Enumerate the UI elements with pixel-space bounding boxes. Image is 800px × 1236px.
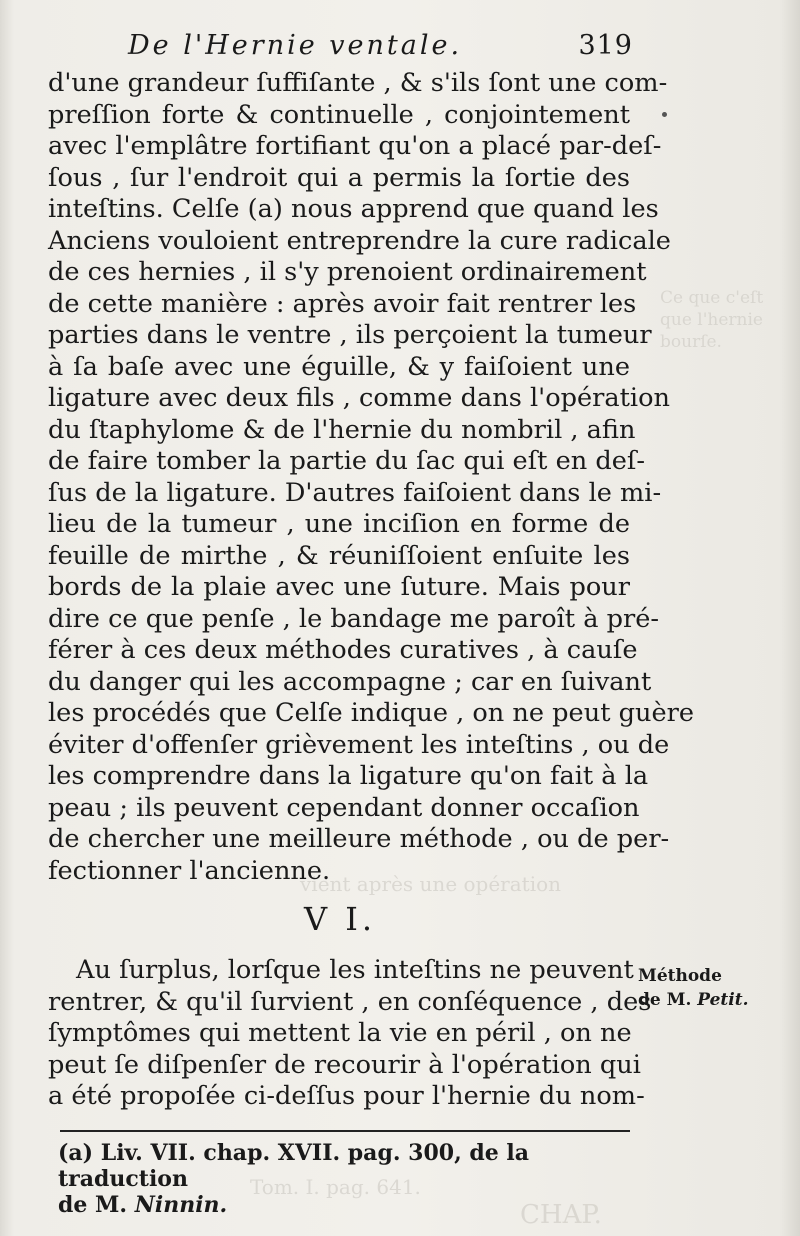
text-line: avec l'emplâtre fortifiant qu'on a placé par-deſ-	[48, 131, 662, 161]
paragraph-2	[48, 955, 652, 1113]
bleed-through-text: Ce que c'eſt	[660, 288, 764, 308]
text-line: rentrer, & qu'il ſurvient , en conſéquence , des	[48, 986, 652, 1017]
text-line: Anciens vouloient entreprendre la cure radicale	[48, 225, 671, 256]
text-line: peut ſe diſpenſer de recourir à l'opération qui	[48, 1049, 641, 1080]
ink-speck	[662, 112, 667, 117]
text-line: dire ce que penſe , le bandage me paroît à pré-	[48, 603, 660, 634]
running-header	[128, 30, 633, 61]
text-line: ſus de la ligature. D'autres faiſoient dans le mi-	[48, 477, 662, 508]
text-line: les procédés que Celſe indique , on ne peut guère	[48, 698, 695, 728]
footnote-line	[58, 1192, 636, 1218]
footnote-prefix: de M.	[58, 1192, 128, 1218]
bleed-through-text: CHAP.	[520, 1200, 602, 1230]
text-line: les comprendre dans la ligature qu'on fait à la	[48, 761, 649, 791]
text-line: a été propoſée ci-deſſus pour l'hernie du nom-	[48, 1081, 645, 1111]
text-line: preſſion forte & continuelle , conjointement	[48, 99, 630, 130]
text-line: d'une grandeur ſuffiſante , & s'ils ſont une com-	[48, 68, 668, 98]
text-line: ſymptômes qui mettent la vie en péril , on ne	[48, 1018, 632, 1048]
text-line: lieu de la tumeur , une inciſion en forme de	[48, 509, 630, 539]
bleed-through-text: bourſe.	[660, 332, 722, 352]
bleed-through-text: que l'hernie	[660, 310, 763, 330]
text-line: de chercher une meilleure méthode , ou de per-	[48, 824, 670, 854]
margin-note-line: Méthode	[638, 966, 722, 986]
text-line: férer à ces deux méthodes curatives , à cauſe	[48, 635, 638, 665]
margin-note-prefix: de M.	[638, 990, 692, 1010]
footnote-rule	[60, 1130, 630, 1132]
text-line: du ſtaphylome & de l'hernie du nombril , afin	[48, 414, 636, 445]
section-heading: V I.	[303, 900, 377, 938]
text-line: éviter d'offenſer grièvement les inteſtins , ou de	[48, 729, 670, 760]
margin-note-name: Petit.	[697, 990, 749, 1010]
footnote-name: Ninnin.	[134, 1192, 228, 1218]
footnote	[58, 1140, 636, 1218]
bleed-through-text: Tom. I. pag. 641.	[250, 1175, 421, 1199]
margin-note	[638, 964, 798, 1012]
footnote-line: (a) Liv. VII. chap. XVII. pag. 300, de la traduction	[58, 1140, 530, 1192]
margin-note-line	[638, 988, 798, 1012]
text-line: ligature avec deux fils , comme dans l'opération	[48, 383, 670, 413]
text-line: de ces hernies , il s'y prenoient ordinairement	[48, 257, 647, 287]
text-line: Au ſurplus, lorſque les inteſtins ne peuvent	[76, 955, 634, 985]
bleed-through-text: vient après une opération	[300, 872, 562, 896]
text-line: parties dans le ventre , ils perçoient la tumeur	[48, 320, 652, 350]
text-line: ſous , ſur l'endroit qui a permis la ſortie des	[48, 162, 630, 193]
text-line: feuille de mirthe , & réuniſſoient enſuite les	[48, 540, 630, 571]
text-line: de cette manière : après avoir fait rentrer les	[48, 288, 637, 319]
text-line: du danger qui les accompagne ; car en ſuivant	[48, 666, 652, 697]
text-line: à ſa baſe avec une éguille, & y faiſoient une	[48, 351, 630, 382]
running-title: De l'Hernie ventale.	[128, 30, 463, 61]
text-line: bords de la plaie avec une ſuture. Mais pour	[48, 572, 630, 602]
text-line: peau ; ils peuvent cependant donner occaſion	[48, 792, 640, 823]
text-line: inteſtins. Celſe (a) nous apprend que quand les	[48, 194, 659, 224]
text-line: de faire tomber la partie du ſac qui eſt en deſ-	[48, 446, 646, 476]
page-number: 319	[578, 30, 633, 61]
text-line: fectionner l'ancienne.	[48, 855, 331, 886]
